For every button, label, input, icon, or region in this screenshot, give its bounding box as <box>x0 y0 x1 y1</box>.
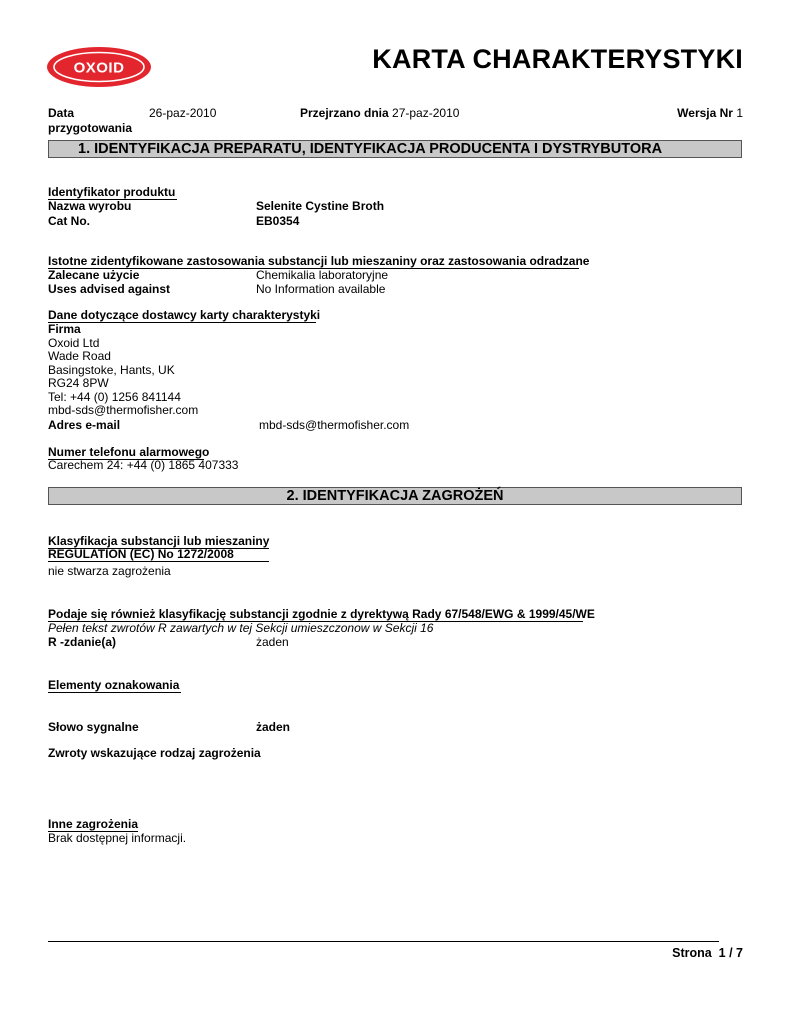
section-1-heading: 1. IDENTYFIKACJA PREPARATU, IDENTYFIKACJA PRODUCENTA I DYSTRYBUTORA <box>48 140 742 158</box>
page-number <box>672 946 743 960</box>
address-line: Tel: +44 (0) 1256 841144 <box>48 390 181 404</box>
prep-date-label <box>48 106 132 136</box>
regulation-label-text: REGULATION (EC) No 1272/2008 <box>48 547 234 561</box>
emergency-heading-text: Numer telefonu alarmowego <box>48 445 210 459</box>
oxoid-logo <box>46 46 152 88</box>
directive-note: Pełen tekst zwrotów R zawartych w tej Sekcji umieszczonow w Sekcji 16 <box>48 621 434 635</box>
cat-no-label: Cat No. <box>48 214 90 228</box>
label-elements-heading <box>48 679 179 693</box>
section-2-heading: 2. IDENTYFIKACJA ZAGROŻEŃ <box>48 487 742 505</box>
address-line: Basingstoke, Hants, UK <box>48 363 175 377</box>
document-title: KARTA CHARAKTERYSTYKI <box>372 44 743 74</box>
version-value: 1 <box>736 106 743 120</box>
address-line: RG24 8PW <box>48 376 109 390</box>
signal-word-label: Słowo sygnalne <box>48 720 139 734</box>
recommended-use-value: Chemikalia laboratoryjne <box>256 268 389 282</box>
r-phrases-label: R -zdanie(a) <box>48 635 117 649</box>
product-id-heading-text: Identyfikator produktu <box>48 185 176 199</box>
address-line: mbd-sds@thermofisher.com <box>48 403 199 417</box>
uses-advised-against-value: No Information available <box>256 282 386 296</box>
reviewed-label: Przejrzano dnia <box>300 106 389 120</box>
uses-heading-text: Istotne zidentyfikowane zastosowania substancji lub mieszaniny oraz zastosowania odradzane <box>48 254 590 268</box>
r-phrases-value: żaden <box>256 635 289 649</box>
address-line: Wade Road <box>48 349 111 363</box>
uses-advised-against-label: Uses advised against <box>48 282 171 296</box>
product-name-value: Selenite Cystine Broth <box>256 199 385 213</box>
regulation-value: nie stwarza zagrożenia <box>48 564 171 578</box>
prep-label-line1: Data <box>48 106 75 120</box>
other-hazards-heading <box>48 818 138 832</box>
cat-no-value: EB0354 <box>256 214 300 228</box>
email-label: Adres e-mail <box>48 418 121 432</box>
directive-heading <box>48 608 595 622</box>
regulation-label <box>48 548 234 562</box>
company-label: Firma <box>48 322 81 336</box>
product-id-heading <box>48 186 183 200</box>
email-value[interactable]: mbd-sds@thermofisher.com <box>259 418 410 432</box>
uses-heading <box>48 255 589 269</box>
prep-label-line2: przygotowania <box>48 121 133 135</box>
hazard-statements-label: Zwroty wskazujące rodzaj zagrożenia <box>48 746 261 760</box>
signal-word-value: żaden <box>256 720 291 734</box>
page-value: 1 / 7 <box>718 946 743 960</box>
reviewed-value: 27-paz-2010 <box>392 106 460 120</box>
supplier-heading-text: Dane dotyczące dostawcy karty charakterystyki <box>48 308 321 322</box>
classification-heading-text: Klasyfikacja substancji lub mieszaniny <box>48 534 270 548</box>
other-hazards-heading-text: Inne zagrożenia <box>48 817 139 831</box>
reviewed-date <box>300 106 459 120</box>
address-line: Oxoid Ltd <box>48 336 100 350</box>
footer-divider <box>48 941 719 942</box>
version <box>677 106 743 120</box>
directive-heading-text: Podaje się również klasyfikację substancji zgodnie z dyrektywą Rady 67/548/EWG & 1999/45/WE <box>48 607 595 621</box>
prep-date-value: 26-paz-2010 <box>149 106 217 120</box>
label-elements-heading-text: Elementy oznakowania <box>48 678 180 692</box>
recommended-use-label: Zalecane użycie <box>48 268 140 282</box>
emergency-phone: Carechem 24: +44 (0) 1865 407333 <box>48 458 239 472</box>
other-hazards-value: Brak dostępnej informacji. <box>48 831 187 845</box>
supplier-heading <box>48 309 320 323</box>
version-label: Wersja Nr <box>677 106 733 120</box>
product-name-label: Nazwa wyrobu <box>48 199 132 213</box>
page-label: Strona <box>672 946 712 960</box>
logo-text: OXOID <box>73 59 125 77</box>
